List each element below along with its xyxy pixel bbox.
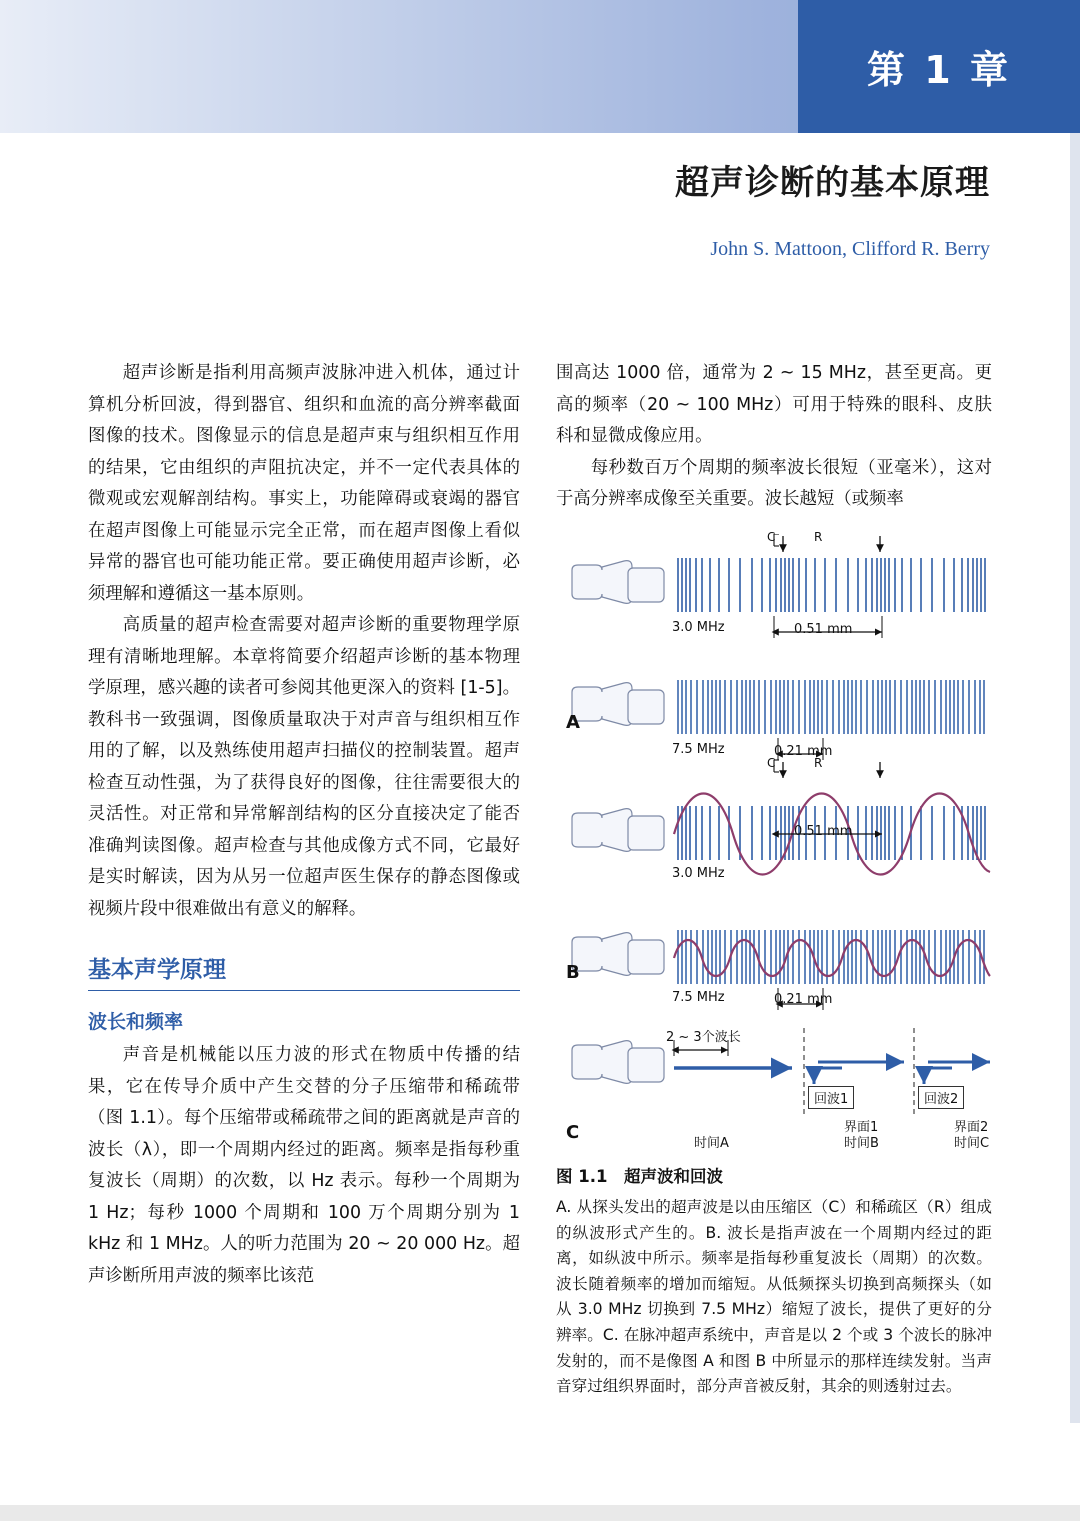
viewer-bottom-strip bbox=[0, 1505, 1080, 1521]
transducer-row1 bbox=[572, 561, 664, 604]
page-right-edge bbox=[1070, 133, 1080, 1423]
wave-bars-row2 bbox=[678, 680, 984, 734]
panel-a-label: A bbox=[566, 712, 580, 733]
echo1-label: 回波1 bbox=[808, 1086, 854, 1109]
panel-b-label: B bbox=[566, 962, 580, 983]
marker-c-label: C bbox=[767, 530, 776, 544]
time-c-label: 时间C bbox=[954, 1136, 990, 1151]
figure-graphic bbox=[556, 534, 992, 1154]
row4-dimension: 0.21 mm bbox=[774, 992, 833, 1007]
marker-r-label: R bbox=[814, 530, 823, 544]
row2-dimension: 0.21 mm bbox=[774, 744, 833, 759]
interface2-label: 界面2 bbox=[954, 1120, 989, 1135]
marker-c2-label: C bbox=[767, 756, 776, 770]
authors: John S. Mattoon, Clifford R. Berry bbox=[710, 238, 990, 260]
figure-1-1 bbox=[556, 530, 992, 1154]
echo2-label: 回波2 bbox=[918, 1086, 964, 1109]
transducer-row2 bbox=[572, 683, 664, 726]
row1-frequency: 3.0 MHz bbox=[672, 620, 725, 635]
section-heading: 基本声学原理 bbox=[88, 951, 520, 991]
row3-dimension: 0.51 mm bbox=[794, 824, 853, 839]
sine-wave-7-5mhz bbox=[674, 940, 990, 976]
paragraph: 声音是机械能以压力波的形式在物质中传播的结果，它在传导介质中产生交替的分子压缩带和稀疏带（图 1.1）。每个压缩带或稀疏带之间的距离就是声音的波长（λ），即一个周期内经过的距离。频率是指每秒重复波长（周期）的次数，以 Hz 表示。每秒一个周期为 1 Hz；每秒 1000 个周期和 100 万个周期分别为 1 kHz 和 1 MHz。人的听力范围为 20 ~ 20 000 Hz。超声诊断所用声波的频率比该范 bbox=[88, 1045, 520, 1286]
figure-caption-body: A. 从探头发出的超声波是以由压缩区（C）和稀疏区（R）组成的纵波形式产生的。B. 波长是指声波在一个周期内经过的距离，如纵波中所示。频率是指每秒重复波长（周期）的次数。波长随着频率的增加而缩短。从低频探头切换到高频探头（如从 3.0 MHz 切换到 7.5 MHz）缩短了波长，提供了更好的分辨率。C. 在脉冲超声系统中，声音是以 2 个或 3 个波长的脉冲发射的，而不是像图 A 和图 B 中所显示的那样连续发射。当声音穿过组织界面时，部分声音被反射，其余的则透射过去。 bbox=[556, 1198, 992, 1396]
panel-c-wavelength-label: 2 ~ 3个波长 bbox=[666, 1030, 741, 1045]
paragraph: 高质量的超声检查需要对超声诊断的重要物理学原理有清晰地理解。本章将简要介绍超声诊断的基本物理学原理，感兴趣的读者可参阅其他更深入的资料 [1-5]。教科书一致强调，图像质量取决于对声音与组织相互作用的了解，以及熟练使用超声扫描仪的控制装置。超声检查互动性强，为了获得良好的图像，往往需要很大的灵活性。对正常和异常解剖结构的区分直接决定了能否准确判读图像。超声检查与其他成像方式不同，它最好是实时解读，因为从另一位超声医生保存的静态图像或视频片段中很难做出有意义的解释。 bbox=[88, 615, 520, 919]
interface1-label: 界面1 bbox=[844, 1120, 879, 1135]
paragraph: 围高达 1000 倍，通常为 2 ~ 15 MHz，甚至更高。更高的频率（20 ~ 100 MHz）可用于特殊的眼科、皮肤科和显微成像应用。 bbox=[556, 363, 992, 446]
paragraph: 每秒数百万个周期的频率波长很短（亚毫米），这对于高分辨率成像至关重要。波长越短（或频率 bbox=[556, 457, 992, 509]
row3-frequency: 3.0 MHz bbox=[672, 866, 725, 881]
paragraph: 超声诊断是指利用高频声波脉冲进入机体，通过计算机分析回波，得到器官、组织和血流的高分辨率截面图像的技术。图像显示的信息是超声束与组织相互作用的结果，它由组织的声阻抗决定，并不一定代表具体的微观或宏观解剖结构。事实上，功能障碍或衰竭的器官在超声图像上可能显示完全正常，而在超声图像上看似异常的器官也可能功能正常。要正确使用超声诊断，必须理解和遵循这一基本原则。 bbox=[88, 363, 520, 604]
time-a-label: 时间A bbox=[694, 1136, 729, 1151]
row2-frequency: 7.5 MHz bbox=[672, 742, 725, 757]
sub-heading: 波长和频率 bbox=[88, 1011, 184, 1033]
figure-caption-title: 图 1.1 超声波和回波 bbox=[556, 1167, 723, 1186]
panel-c-label: C bbox=[566, 1122, 580, 1143]
left-column bbox=[88, 358, 520, 1292]
transducer-panelC bbox=[572, 1041, 664, 1084]
transducer-row3 bbox=[572, 809, 664, 852]
marker-r2-label: R bbox=[814, 756, 823, 770]
wave-bars-row1 bbox=[678, 558, 985, 612]
time-b-label: 时间B bbox=[844, 1136, 879, 1151]
right-column bbox=[556, 358, 992, 516]
transducer-row4 bbox=[572, 933, 664, 976]
row4-frequency: 7.5 MHz bbox=[672, 990, 725, 1005]
chapter-tab: 第 1 章 bbox=[798, 0, 1080, 133]
row1-dimension: 0.51 mm bbox=[794, 622, 853, 637]
page-title: 超声诊断的基本原理 bbox=[675, 163, 990, 203]
